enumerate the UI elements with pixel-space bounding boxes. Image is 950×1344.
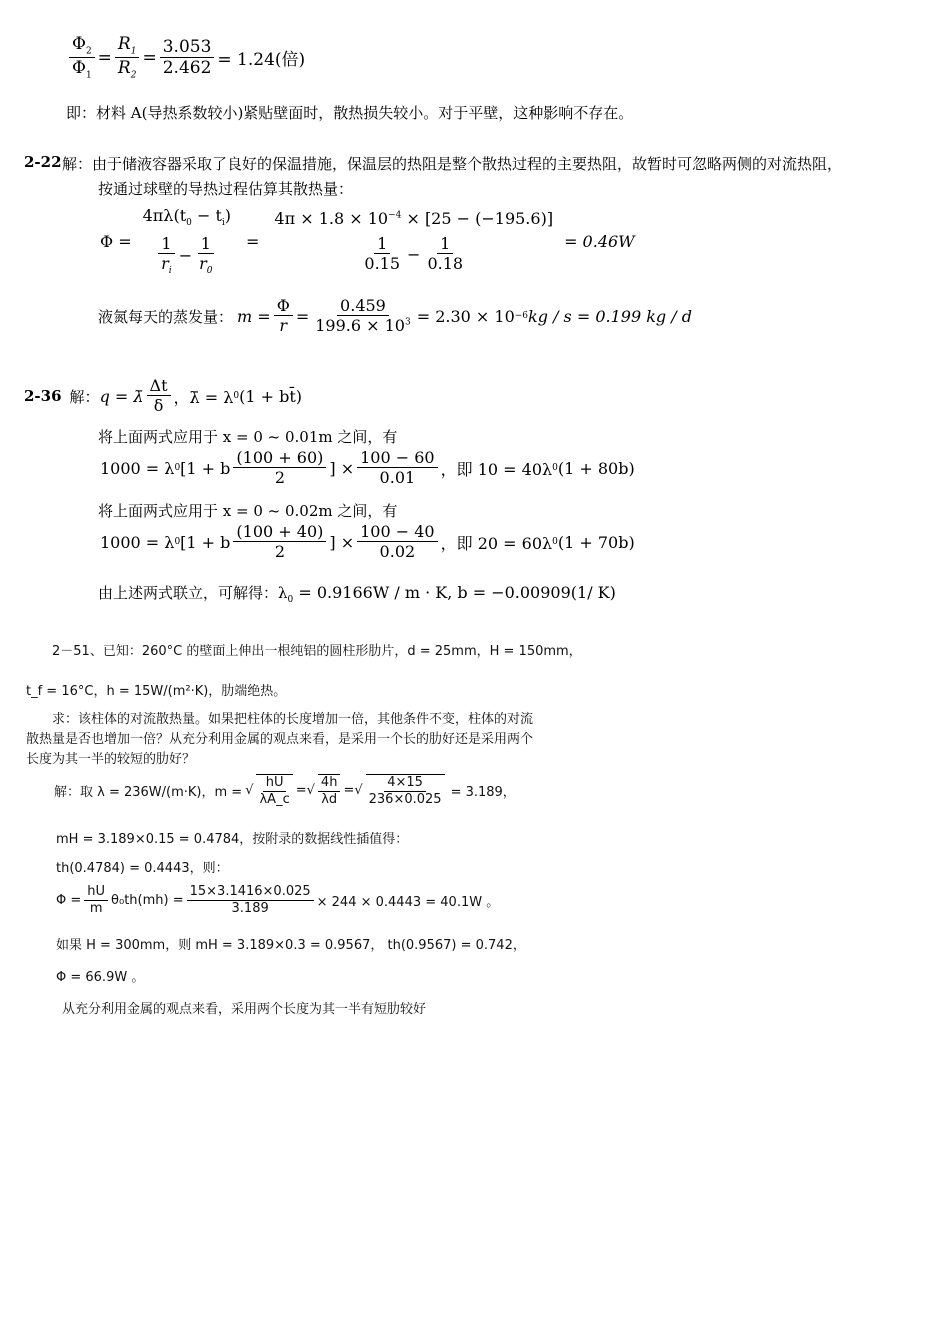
problem-label-2-22: 2-22 bbox=[24, 153, 62, 171]
p251-ask3: 长度为其一半的较短的肋好？ bbox=[26, 752, 196, 767]
p222-result: = 0.46W bbox=[564, 232, 635, 252]
phi-ratio: $\frac{\Phi_2}{\Phi_1}$ bbox=[69, 34, 95, 82]
problem-label-2-36: 2-36 bbox=[24, 387, 62, 406]
p236-eq2: 1000 = λ 0 [1 + b $\frac{(100 + 40)}{2}$ ] × $\frac{100 - 40}{0.02}$ ，即 20 = 60λ 0 (1 + 70b) bbox=[100, 522, 635, 562]
p236-solution: 由上述两式联立，可解得：$\lambda_0 = 0.9166W / m \cdot K$, b = −0.00909(1/ K) bbox=[98, 583, 616, 606]
p236-apply1: 将上面两式应用于 x = 0 ~ 0.01m 之间，有 bbox=[98, 428, 398, 446]
p236-apply2: 将上面两式应用于 x = 0 ~ 0.02m 之间，有 bbox=[98, 502, 398, 520]
p251-ask1: 求：该柱体的对流散热量。如果把柱体的长度增加一倍，其他条件不变，柱体的对流 bbox=[52, 712, 534, 727]
p222-intro: 解：由于储液容器采取了良好的保温措施，保温层的热阻是整个散热过程的主要热阻，故暂时可忽略两侧的对流热阻， bbox=[62, 155, 843, 173]
p251-sol2: mH = 3.189×0.15 = 0.4784，按附录的数据线性插值得： bbox=[56, 832, 409, 847]
value-ratio: $\frac{3.053}{2.462}$ bbox=[160, 37, 215, 80]
p236-eq1: 1000 = λ 0 [1 + b $\frac{(100 + 60)}{2}$ ] × $\frac{100 - 60}{0.01}$ ，即 10 = 40λ 0 (1 + 80b) bbox=[100, 448, 635, 488]
p251-conclusion: 从充分利用金属的观点来看，采用两个长度为其一半有短肋较好 bbox=[62, 1002, 427, 1017]
r-ratio: $\frac{R_1}{R_2}$ bbox=[115, 34, 140, 82]
p251-sol4: Φ = $\frac{hU}{m}$ θ₀th(mh) = $\frac{15\times 3.1416\times 0.025}{3.189}$ × 244 × 0.4443 = 40.1W 。 bbox=[56, 884, 500, 916]
ratio-formula: $\frac{\Phi_2}{\Phi_1}$ = $\frac{R_1}{R_2}$ = $\frac{3.053}{2.462}$ = 1.24(倍) bbox=[66, 34, 305, 82]
p222-frac2: $4\pi \times 1.8 \times 10^{-4} \times [25 - (-195.6)]$ $\frac{1}{0.15}$ − $\frac{1}{0.18}$ bbox=[274, 209, 554, 274]
p251-sol5: 如果 H = 300mm，则 mH = 3.189×0.3 = 0.9567， th(0.9567) = 0.742， bbox=[56, 938, 526, 953]
p251-ask2: 散热量是否也增加一倍？从充分利用金属的观点来看，是采用一个长的肋好还是采用两个 bbox=[26, 732, 534, 747]
p251-sol3: th(0.4784) = 0.4443，则： bbox=[56, 861, 229, 876]
p251-sol1: 解：取 λ = 236W/(m·K)，m = √ $\frac{hU}{\lambda A\_c}$ = √ $\frac{4h}{\lambda d}$ = √ $\frac{4\times 15}{236\times 0.025}$ = 3.189， bbox=[54, 775, 516, 807]
p236-header: 2-36 解： q = λ̄ $\frac{\Delta t}{\delta}$ ，λ̄ = λ 0 (1 + bt̄) bbox=[24, 376, 303, 416]
ratio-result: = 1.24(倍) bbox=[217, 50, 306, 71]
p222-intro2: 按通过球壁的导热过程估算其散热量： bbox=[98, 180, 354, 198]
p251-given1: 2－51、已知：260°C 的壁面上伸出一根纯铝的圆柱形肋片，d = 25mm，H = 150mm， bbox=[52, 644, 582, 659]
p222-evaporation: 液氮每天的蒸发量： m = $\frac{\Phi}{r}$ = $\frac{0.459}{199.6 \times 10^3}$ = 2.30 × 10 −6 kg / s = 0.199 kg / d bbox=[98, 296, 692, 336]
ratio-conclusion: 即：材料 A(导热系数较小)紧贴壁面时，散热损失较小。对于平壁，这种影响不存在。 bbox=[66, 104, 634, 122]
p251-sol6: Φ = 66.9W 。 bbox=[56, 970, 145, 985]
p222-heat-formula: Φ = $4\pi\lambda(t_0 - t_i)$ $\frac{1}{r_i}$ − $\frac{1}{r_0}$ = $4\pi \times 1.8 \times 10^{-4} \times [25 - (-195.6)]$ $\frac{1}{0.15}$ − $\frac{1}{0.18}$ = 0.46W bbox=[100, 206, 635, 277]
p251-given2: t_f = 16°C，h = 15W/(m²·K)，肋端绝热。 bbox=[26, 684, 287, 699]
p222-frac1: $4\pi\lambda(t_0 - t_i)$ $\frac{1}{r_i}$ − $\frac{1}{r_0}$ bbox=[142, 206, 232, 277]
